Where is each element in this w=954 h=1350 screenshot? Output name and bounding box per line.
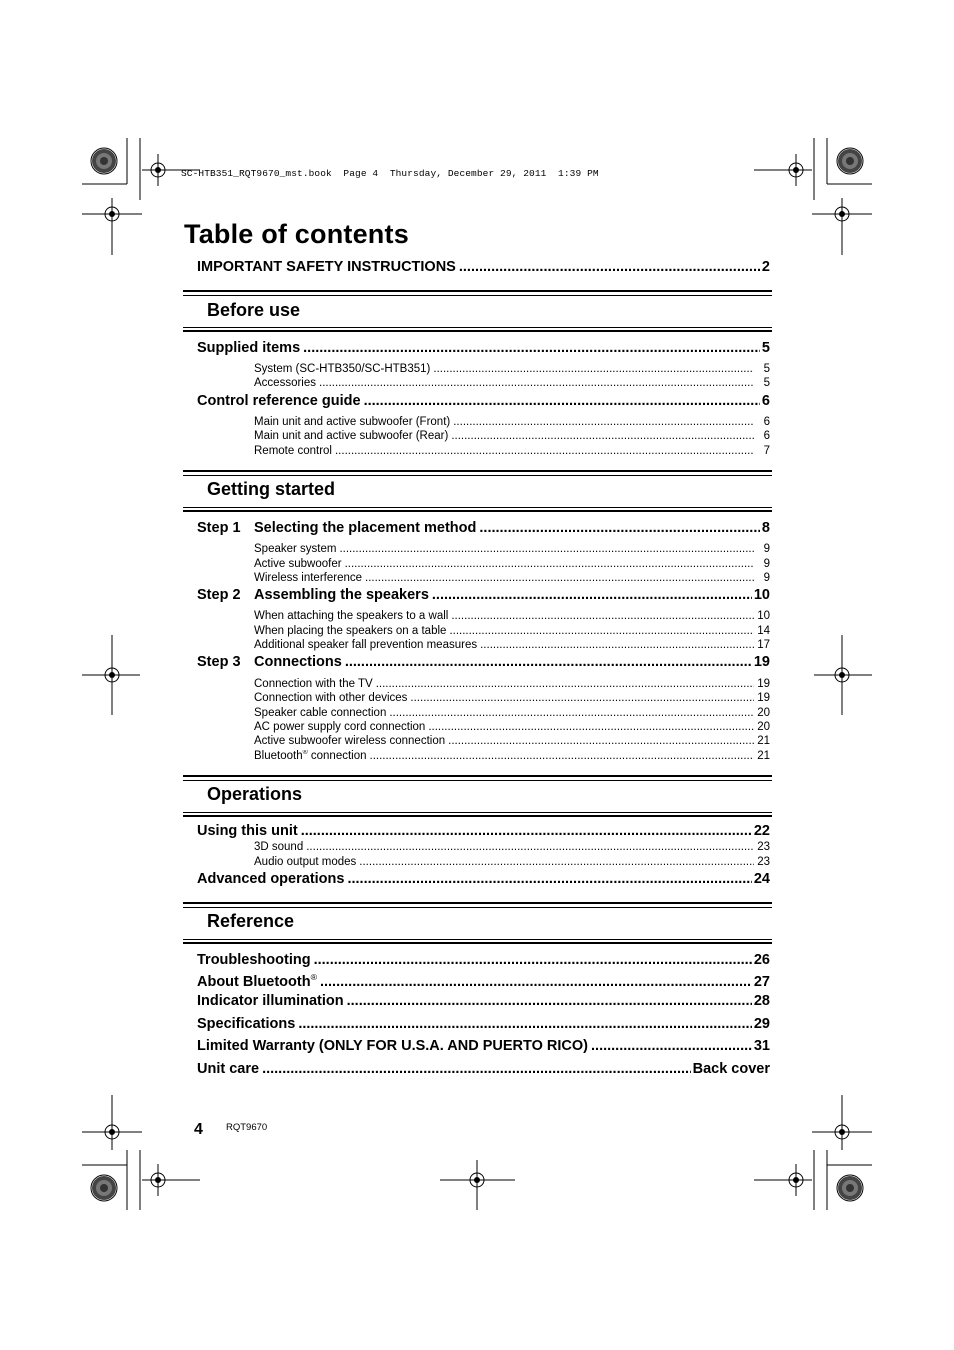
toc-subentry[interactable]: 3D sound ..... 23 [254,841,770,855]
toc-subentry[interactable]: Wireless interference ..... 9 [254,572,770,586]
toc-subentry[interactable]: Audio output modes ..... 23 [254,856,770,870]
toc-subentry[interactable]: Main unit and active subwoofer (Rear) ..... 6 [254,430,770,444]
page-number: 4 [194,1121,203,1138]
section-rule [183,290,772,292]
toc-subentry[interactable]: Bluetooth® connection ..... 21 [254,750,770,764]
toc-entry-limited-warranty[interactable]: Limited Warranty (ONLY FOR U.S.A. AND PUERTO RICO) ..... 31 [197,1038,770,1056]
toc-entry-step2[interactable]: Step 2 Assembling the speakers ..... 10 [197,587,770,605]
toc-subentry[interactable]: AC power supply cord connection ..... 20 [254,721,770,735]
toc-entry-supplied-items[interactable]: Supplied items ..... 5 [197,340,770,358]
section-rule [183,470,772,472]
document-code: RQT9670 [226,1122,268,1133]
toc-subentry[interactable]: Additional speaker fall prevention measures ..... 17 [254,639,770,653]
section-rule [183,902,772,904]
toc-subentry[interactable]: System (SC-HTB350/SC-HTB351) ..... 5 [254,363,770,377]
toc-entry-using-this-unit[interactable]: Using this unit ..... 22 [197,823,770,841]
section-title-reference: Reference [207,911,295,931]
toc-subentry[interactable]: Main unit and active subwoofer (Front) ..... 6 [254,416,770,430]
section-rule [183,775,772,777]
toc-subentry[interactable]: When placing the speakers on a table ..... 14 [254,625,770,639]
toc-entry-page: 2 [761,259,770,275]
toc-entry-about-bluetooth[interactable]: About Bluetooth® ..... 27 [197,974,770,992]
toc-subentry[interactable]: Connection with the TV ..... 19 [254,678,770,692]
toc-entry-step3[interactable]: Step 3 Connections ..... 19 [197,654,770,672]
file-info: SC-HTB351_RQT9670_mst.book Page 4 Thursday, December 29, 2011 1:39 PM [181,168,599,179]
toc-subentry[interactable]: Speaker cable connection ..... 20 [254,707,770,721]
section-title-getting-started: Getting started [207,479,336,499]
toc-entry-specifications[interactable]: Specifications ..... 29 [197,1016,770,1034]
section-title-operations: Operations [207,784,303,804]
toc-entry-step1[interactable]: Step 1 Selecting the placement method ..... 8 [197,520,770,538]
toc-entry-label: IMPORTANT SAFETY INSTRUCTIONS [197,259,456,275]
toc-subentry[interactable]: When attaching the speakers to a wall ..... 10 [254,610,770,624]
toc-entry-troubleshooting[interactable]: Troubleshooting ..... 26 [197,952,770,970]
toc-subentry[interactable]: Speaker system ..... 9 [254,543,770,557]
toc-entry-control-reference[interactable]: Control reference guide ..... 6 [197,393,770,411]
page-title: Table of contents [184,219,409,249]
toc-subentry[interactable]: Active subwoofer ..... 9 [254,558,770,572]
toc-entry-advanced-operations[interactable]: Advanced operations ..... 24 [197,871,770,889]
toc-subentry[interactable]: Remote control ..... 7 [254,445,770,459]
section-title-before-use: Before use [207,300,301,320]
toc-entry-safety[interactable] [197,259,770,277]
toc-subentry[interactable]: Connection with other devices ..... 19 [254,692,770,706]
toc-entry-indicator-illumination[interactable]: Indicator illumination ..... 28 [197,993,770,1011]
toc-entry-unit-care[interactable]: Unit care ..... Back cover [197,1061,770,1079]
toc-subentry[interactable]: Accessories ..... 5 [254,377,770,391]
toc-subentry[interactable]: Active subwoofer wireless connection ..... 21 [254,735,770,749]
